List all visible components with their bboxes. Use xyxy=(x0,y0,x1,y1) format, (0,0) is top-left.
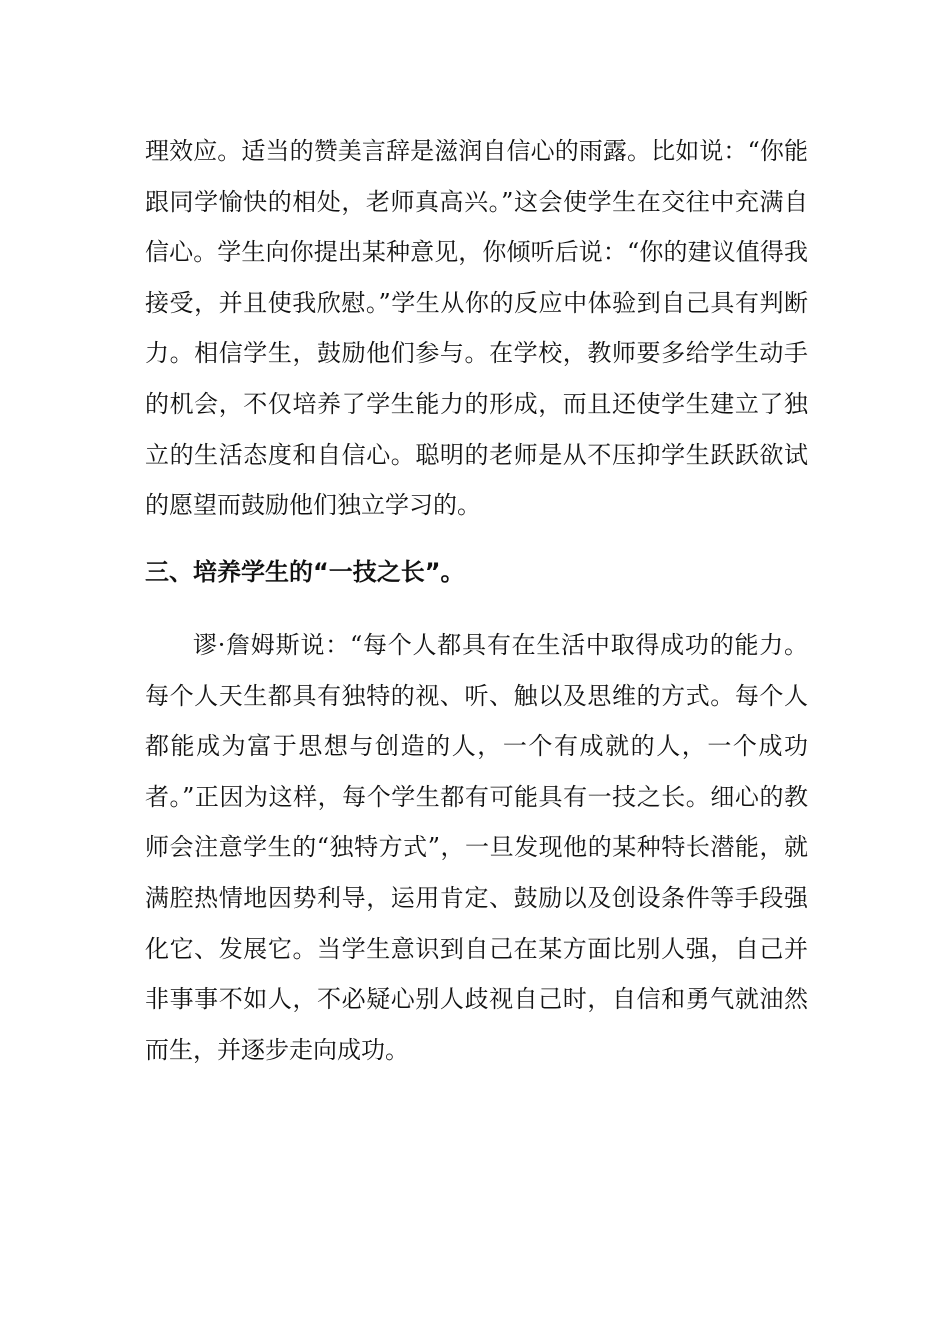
body-paragraph-2: 谬·詹姆斯说：“每个人都具有在生活中取得成功的能力。每个人天生都具有独特的视、听、触以及思维的方式。每个人都能成为富于思想与创造的人，一个有成就的人，一个成功者。”正因为这样，每个学生都有可能具有一技之长。细心的教师会注意学生的“独特方式”，一旦发现他的某种特长潜能，就满腔热情地因势利导，运用肯定、鼓励以及创设条件等手段强化它、发展它。当学生意识到自己在某方面比别人强，自己并非事事不如人，不必疑心别人歧视自己时，自信和勇气就油然而生，并逐步走向成功。 xyxy=(145,631,808,1064)
section-heading: 三、培养学生的“一技之长”。 xyxy=(145,558,465,586)
body-paragraph-1: 理效应。适当的赞美言辞是滋润自信心的雨露。比如说：“你能跟同学愉快的相处，老师真高兴。”这会使学生在交往中充满自信心。学生向你提出某种意见，你倾听后说：“你的建议值得我接受，并且使我欣慰。”学生从你的反应中体验到自己具有判断力。相信学生，鼓励他们参与。在学校，教师要多给学生动手的机会，不仅培养了学生能力的形成，而且还使学生建立了独立的生活态度和自信心。聪明的老师是从不压抑学生跃跃欲试的愿望而鼓励他们独立学习的。 xyxy=(145,137,808,520)
